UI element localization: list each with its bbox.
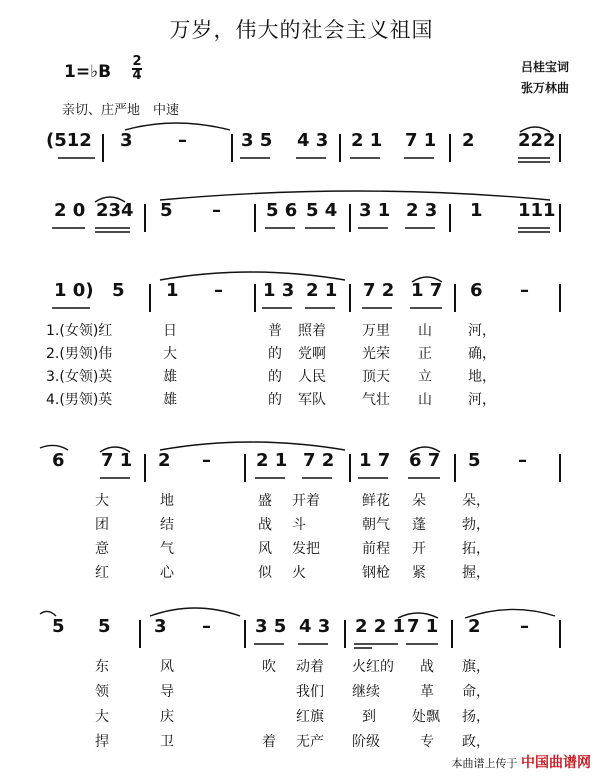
lyric-verse-1	[0, 490, 603, 512]
lyric-verse-3	[0, 366, 603, 388]
lyric-word: 3.(女领)英	[46, 369, 113, 385]
lyric-word: 普	[268, 323, 282, 339]
measure-note: 2	[468, 616, 481, 637]
lyric-word: 动着	[296, 659, 324, 675]
measure-note: 2 0	[54, 200, 86, 221]
lyric-verse-4	[0, 562, 603, 584]
lyric-word: 河，	[468, 392, 496, 408]
lyric-word: 人民	[298, 369, 326, 385]
measure-note: 5 4	[306, 200, 338, 221]
lyric-word: 光荣	[362, 346, 390, 362]
lyric-word: 旗，	[462, 659, 490, 675]
measure-note: 7 1	[407, 616, 439, 637]
measure-note: –	[518, 450, 527, 471]
measure-note: 222	[518, 130, 556, 151]
measure-note: –	[214, 280, 223, 301]
lyric-word: 日	[163, 323, 177, 339]
lyric-word: 政，	[462, 734, 490, 750]
lyric-word: 大	[163, 346, 177, 362]
measure-note: 7 2	[303, 450, 335, 471]
lyric-word: 火红的	[352, 659, 394, 675]
lyricist: 吕桂宝词	[520, 60, 569, 74]
measure-note: 5 6	[266, 200, 298, 221]
lyric-word: 雄	[163, 392, 177, 408]
measure-note: 2 3	[406, 200, 438, 221]
lyric-word: 地，	[468, 369, 496, 385]
lyric-word: 吹	[262, 659, 276, 675]
lyric-word: 山	[418, 323, 432, 339]
measure-note: 2 1	[256, 450, 288, 471]
measure-note: 6 7	[409, 450, 441, 471]
footer-text: 本曲谱上传于	[451, 757, 518, 770]
site-watermark	[452, 752, 592, 772]
measure-note: 1 3	[263, 280, 295, 301]
measure-note: –	[202, 616, 211, 637]
lyric-verse-2	[0, 514, 603, 536]
lyric-word: 气壮	[362, 392, 390, 408]
lyric-word: 继续	[352, 684, 380, 700]
lyric-word: 立	[418, 369, 432, 385]
lyric-word: 革	[420, 684, 434, 700]
lyric-word: 顶天	[362, 369, 390, 385]
measure-note: 6	[52, 450, 65, 471]
lyric-word: 捍	[95, 734, 109, 750]
lyric-word: 地	[160, 493, 174, 509]
lyric-word: 阶级	[352, 734, 380, 750]
lyric-word: 风	[160, 659, 174, 675]
lyric-word: 卫	[160, 734, 174, 750]
song-title: 万岁，伟大的社会主义祖国	[169, 18, 434, 42]
lyric-word: 东	[95, 659, 109, 675]
lyric-word: 命，	[462, 684, 490, 700]
composer: 张万林曲	[520, 81, 569, 95]
lyric-word: 火	[292, 565, 306, 581]
lyric-verse-4	[0, 389, 603, 411]
measure-note: 2 2 1	[355, 616, 406, 637]
time-signature	[132, 56, 142, 82]
lyric-word: 朵	[412, 493, 426, 509]
measure-note: 2 1	[306, 280, 338, 301]
lyric-word: 河，	[468, 323, 496, 339]
measure-note: –	[520, 616, 529, 637]
measure-note: 4 3	[299, 616, 331, 637]
lyric-verse-3	[0, 538, 603, 560]
measure-note: 2	[158, 450, 171, 471]
lyric-verse-2	[0, 343, 603, 365]
lyric-verse-1	[0, 656, 603, 678]
meter-bottom: 4	[132, 68, 142, 83]
measure-note: –	[520, 280, 529, 301]
lyric-word: 鲜花	[362, 493, 390, 509]
lyric-word: 万里	[362, 323, 390, 339]
measure-note: –	[212, 200, 221, 221]
measure-note: 7 1	[101, 450, 133, 471]
lyric-word: 专	[420, 734, 434, 750]
measure-note: 234	[96, 200, 134, 221]
lyric-word: 大	[95, 493, 109, 509]
lyric-verse-3	[0, 706, 603, 728]
measure-note: 1	[166, 280, 179, 301]
lyric-word: 心	[160, 565, 174, 581]
lyric-word: 团	[95, 517, 109, 533]
measure-note: 7 1	[405, 130, 437, 151]
lyric-word: 红旗	[296, 709, 324, 725]
measure-note: 1 7	[359, 450, 391, 471]
lyric-word: 开着	[292, 493, 320, 509]
measure-note: 2	[462, 130, 475, 151]
measure-note: 3 1	[359, 200, 391, 221]
measure-note: 5	[468, 450, 481, 471]
lyric-word: 正	[418, 346, 432, 362]
lyric-word: 朝气	[362, 517, 390, 533]
lyric-word: 战	[420, 659, 434, 675]
lyric-word: 党啊	[298, 346, 326, 362]
tempo-marking: 亲切、庄严地 中速	[62, 103, 180, 118]
lyric-word: 无产	[296, 734, 324, 750]
lyric-word: 意	[95, 541, 109, 557]
measure-note: 6	[470, 280, 483, 301]
measure-note: 4 3	[297, 130, 329, 151]
measure-note: 5	[112, 280, 125, 301]
lyric-word: 结	[160, 517, 174, 533]
lyric-word: 2.(男领)伟	[46, 346, 113, 362]
measure-note: 5	[160, 200, 173, 221]
measure-note: –	[202, 450, 211, 471]
lyric-verse-1	[0, 320, 603, 342]
lyric-word: 照着	[298, 323, 326, 339]
lyric-word: 到	[362, 709, 376, 725]
lyric-word: 开	[412, 541, 426, 557]
staff-line-1	[0, 118, 603, 188]
lyric-word: 着	[262, 734, 276, 750]
lyric-word: 似	[258, 565, 272, 581]
measure-note: 1 0)	[54, 280, 94, 301]
measure-note: –	[178, 130, 187, 151]
lyric-word: 的	[268, 346, 282, 362]
lyric-word: 发把	[292, 541, 320, 557]
meter-top: 2	[132, 54, 142, 69]
lyric-word: 紧	[412, 565, 426, 581]
lyric-word: 庆	[160, 709, 174, 725]
lyric-word: 朵，	[462, 493, 490, 509]
lyric-word: 拓，	[462, 541, 490, 557]
lyric-word: 1.(女领)红	[46, 323, 113, 339]
lyric-word: 前程	[362, 541, 390, 557]
lyric-word: 扬，	[462, 709, 490, 725]
lyric-word: 山	[418, 392, 432, 408]
lyric-word: 战	[258, 517, 272, 533]
lyric-word: 握，	[462, 565, 490, 581]
lyric-word: 的	[268, 392, 282, 408]
lyric-word: 钢枪	[362, 565, 390, 581]
measure-note: 2 1	[351, 130, 383, 151]
lyric-word: 处飘	[412, 709, 440, 725]
measure-note: 1 7	[411, 280, 443, 301]
lyric-word: 导	[160, 684, 174, 700]
measure-note: 3 5	[241, 130, 273, 151]
lyric-word: 确，	[468, 346, 496, 362]
measure-note: 3	[120, 130, 133, 151]
lyric-word: 风	[258, 541, 272, 557]
measure-note: 3 5	[255, 616, 287, 637]
lyric-word: 大	[95, 709, 109, 725]
key-signature: 1=♭B	[64, 62, 112, 82]
lyric-verse-2	[0, 681, 603, 703]
measure-note: (512	[46, 130, 92, 151]
measure-note: 111	[518, 200, 556, 221]
measure-note: 3	[154, 616, 167, 637]
lyric-word: 盛	[258, 493, 272, 509]
measure-note: 5	[98, 616, 111, 637]
lyric-word: 蓬	[412, 517, 426, 533]
lyric-word: 雄	[163, 369, 177, 385]
staff-line-2	[0, 188, 603, 258]
lyric-word: 4.(男领)英	[46, 392, 113, 408]
lyric-word: 气	[160, 541, 174, 557]
lyric-verse-4	[0, 731, 603, 753]
measure-note: 5	[52, 616, 65, 637]
lyric-word: 斗	[292, 517, 306, 533]
measure-note: 1	[470, 200, 483, 221]
lyric-word: 的	[268, 369, 282, 385]
site-brand: 中国曲谱网	[521, 755, 591, 771]
lyric-word: 红	[95, 565, 109, 581]
lyric-word: 我们	[296, 684, 324, 700]
measure-note: 7 2	[363, 280, 395, 301]
lyric-word: 勃，	[462, 517, 490, 533]
lyric-word: 军队	[298, 392, 326, 408]
lyric-word: 领	[95, 684, 109, 700]
